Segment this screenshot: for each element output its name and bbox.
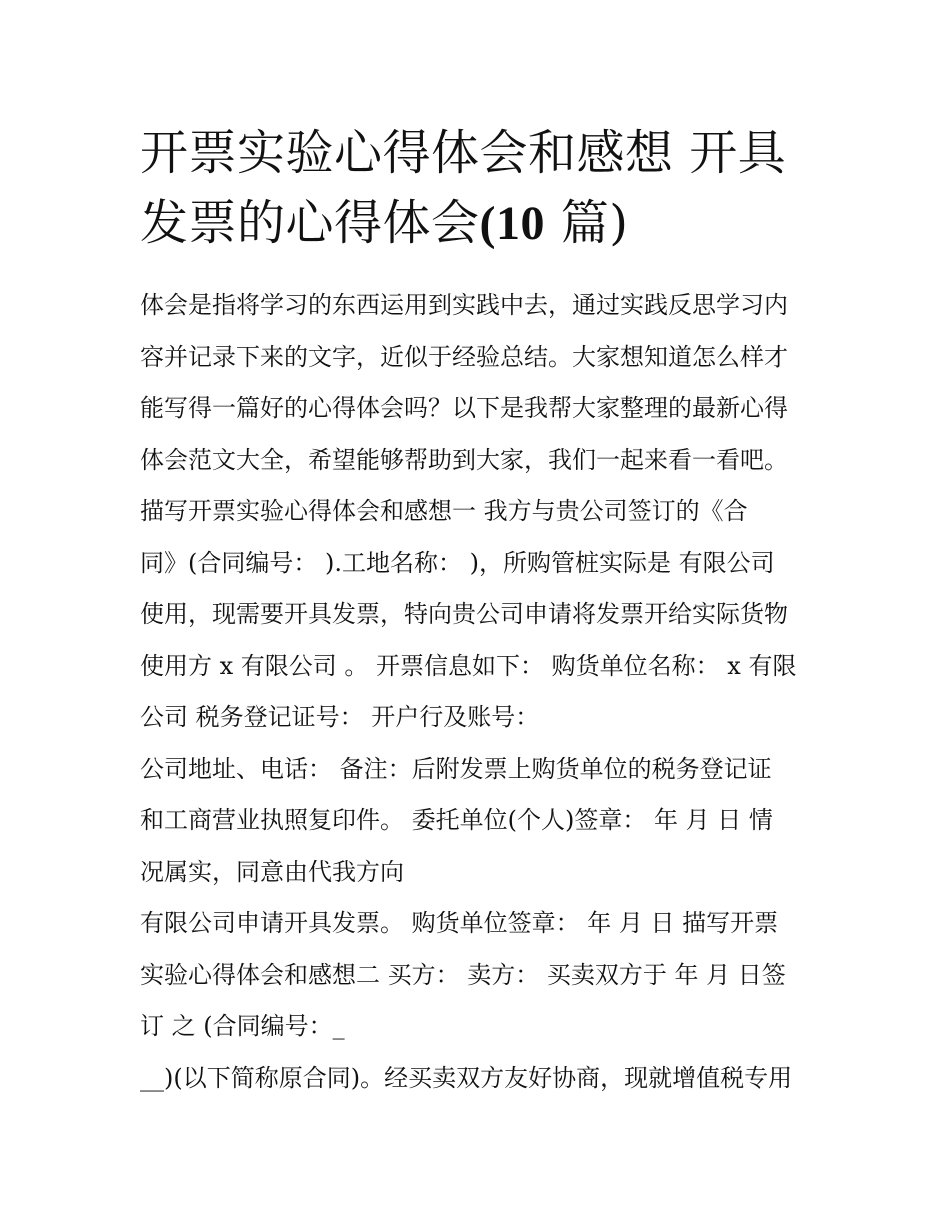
- body-line: 体会范文大全，希望能够帮助到大家，我们一起来看一看吧。: [140, 445, 788, 474]
- body-line: 使用方 x 有限公司 。 开票信息如下： 购货单位名称： x 有限: [140, 651, 797, 680]
- document-title: [140, 118, 820, 259]
- title-line-2: [140, 188, 820, 259]
- body-line: 体会是指将学习的东西运用到实践中去，通过实践反思学习内: [140, 291, 788, 319]
- body-line: 公司地址、电话： 备注：后附发票上购货单位的税务登记证: [140, 754, 772, 783]
- body-line: 有限公司申请开具发票。 购货单位签章： 年 月 日 描写开票: [140, 909, 779, 937]
- body-line: __)(以下简称原合同)。经买卖双方友好协商，现就增值税专用: [140, 1063, 793, 1092]
- title-line-2-end: 篇): [545, 195, 629, 251]
- body-line: 同》(合同编号： ).工地名称： )，所购管桩实际是 有限公司: [140, 548, 775, 577]
- body-line: 描写开票实验心得体会和感想一 我方与贵公司签订的《合: [140, 497, 748, 525]
- body-line: 能写得一篇好的心得体会吗？以下是我帮大家整理的最新心得: [140, 394, 788, 422]
- body-line: 实验心得体会和感想二 买方： 卖方： 买卖双方于 年 月 日签: [140, 960, 786, 989]
- title-line-2-number: (10: [479, 197, 545, 250]
- title-line-2-text: 发票的心得体会: [140, 195, 480, 251]
- body-line: 公司 税务登记证号： 开户行及账号：: [140, 703, 540, 731]
- body-line: 订 之 (合同编号：_: [140, 1012, 345, 1040]
- body-line: 和工商营业执照复印件。 委托单位(个人)签章： 年 月 日 情: [140, 806, 773, 834]
- body-line: 使用，现需要开具发票，特向贵公司申请将发票开给实际货物: [140, 600, 788, 628]
- document-body: [140, 280, 830, 1104]
- title-line-1: 开票实验心得体会和感想 开具: [140, 125, 787, 181]
- body-line: 况属实，同意由代我方向: [140, 857, 404, 886]
- body-line: 容并记录下来的文字，近似于经验总结。大家想知道怎么样才: [140, 342, 788, 371]
